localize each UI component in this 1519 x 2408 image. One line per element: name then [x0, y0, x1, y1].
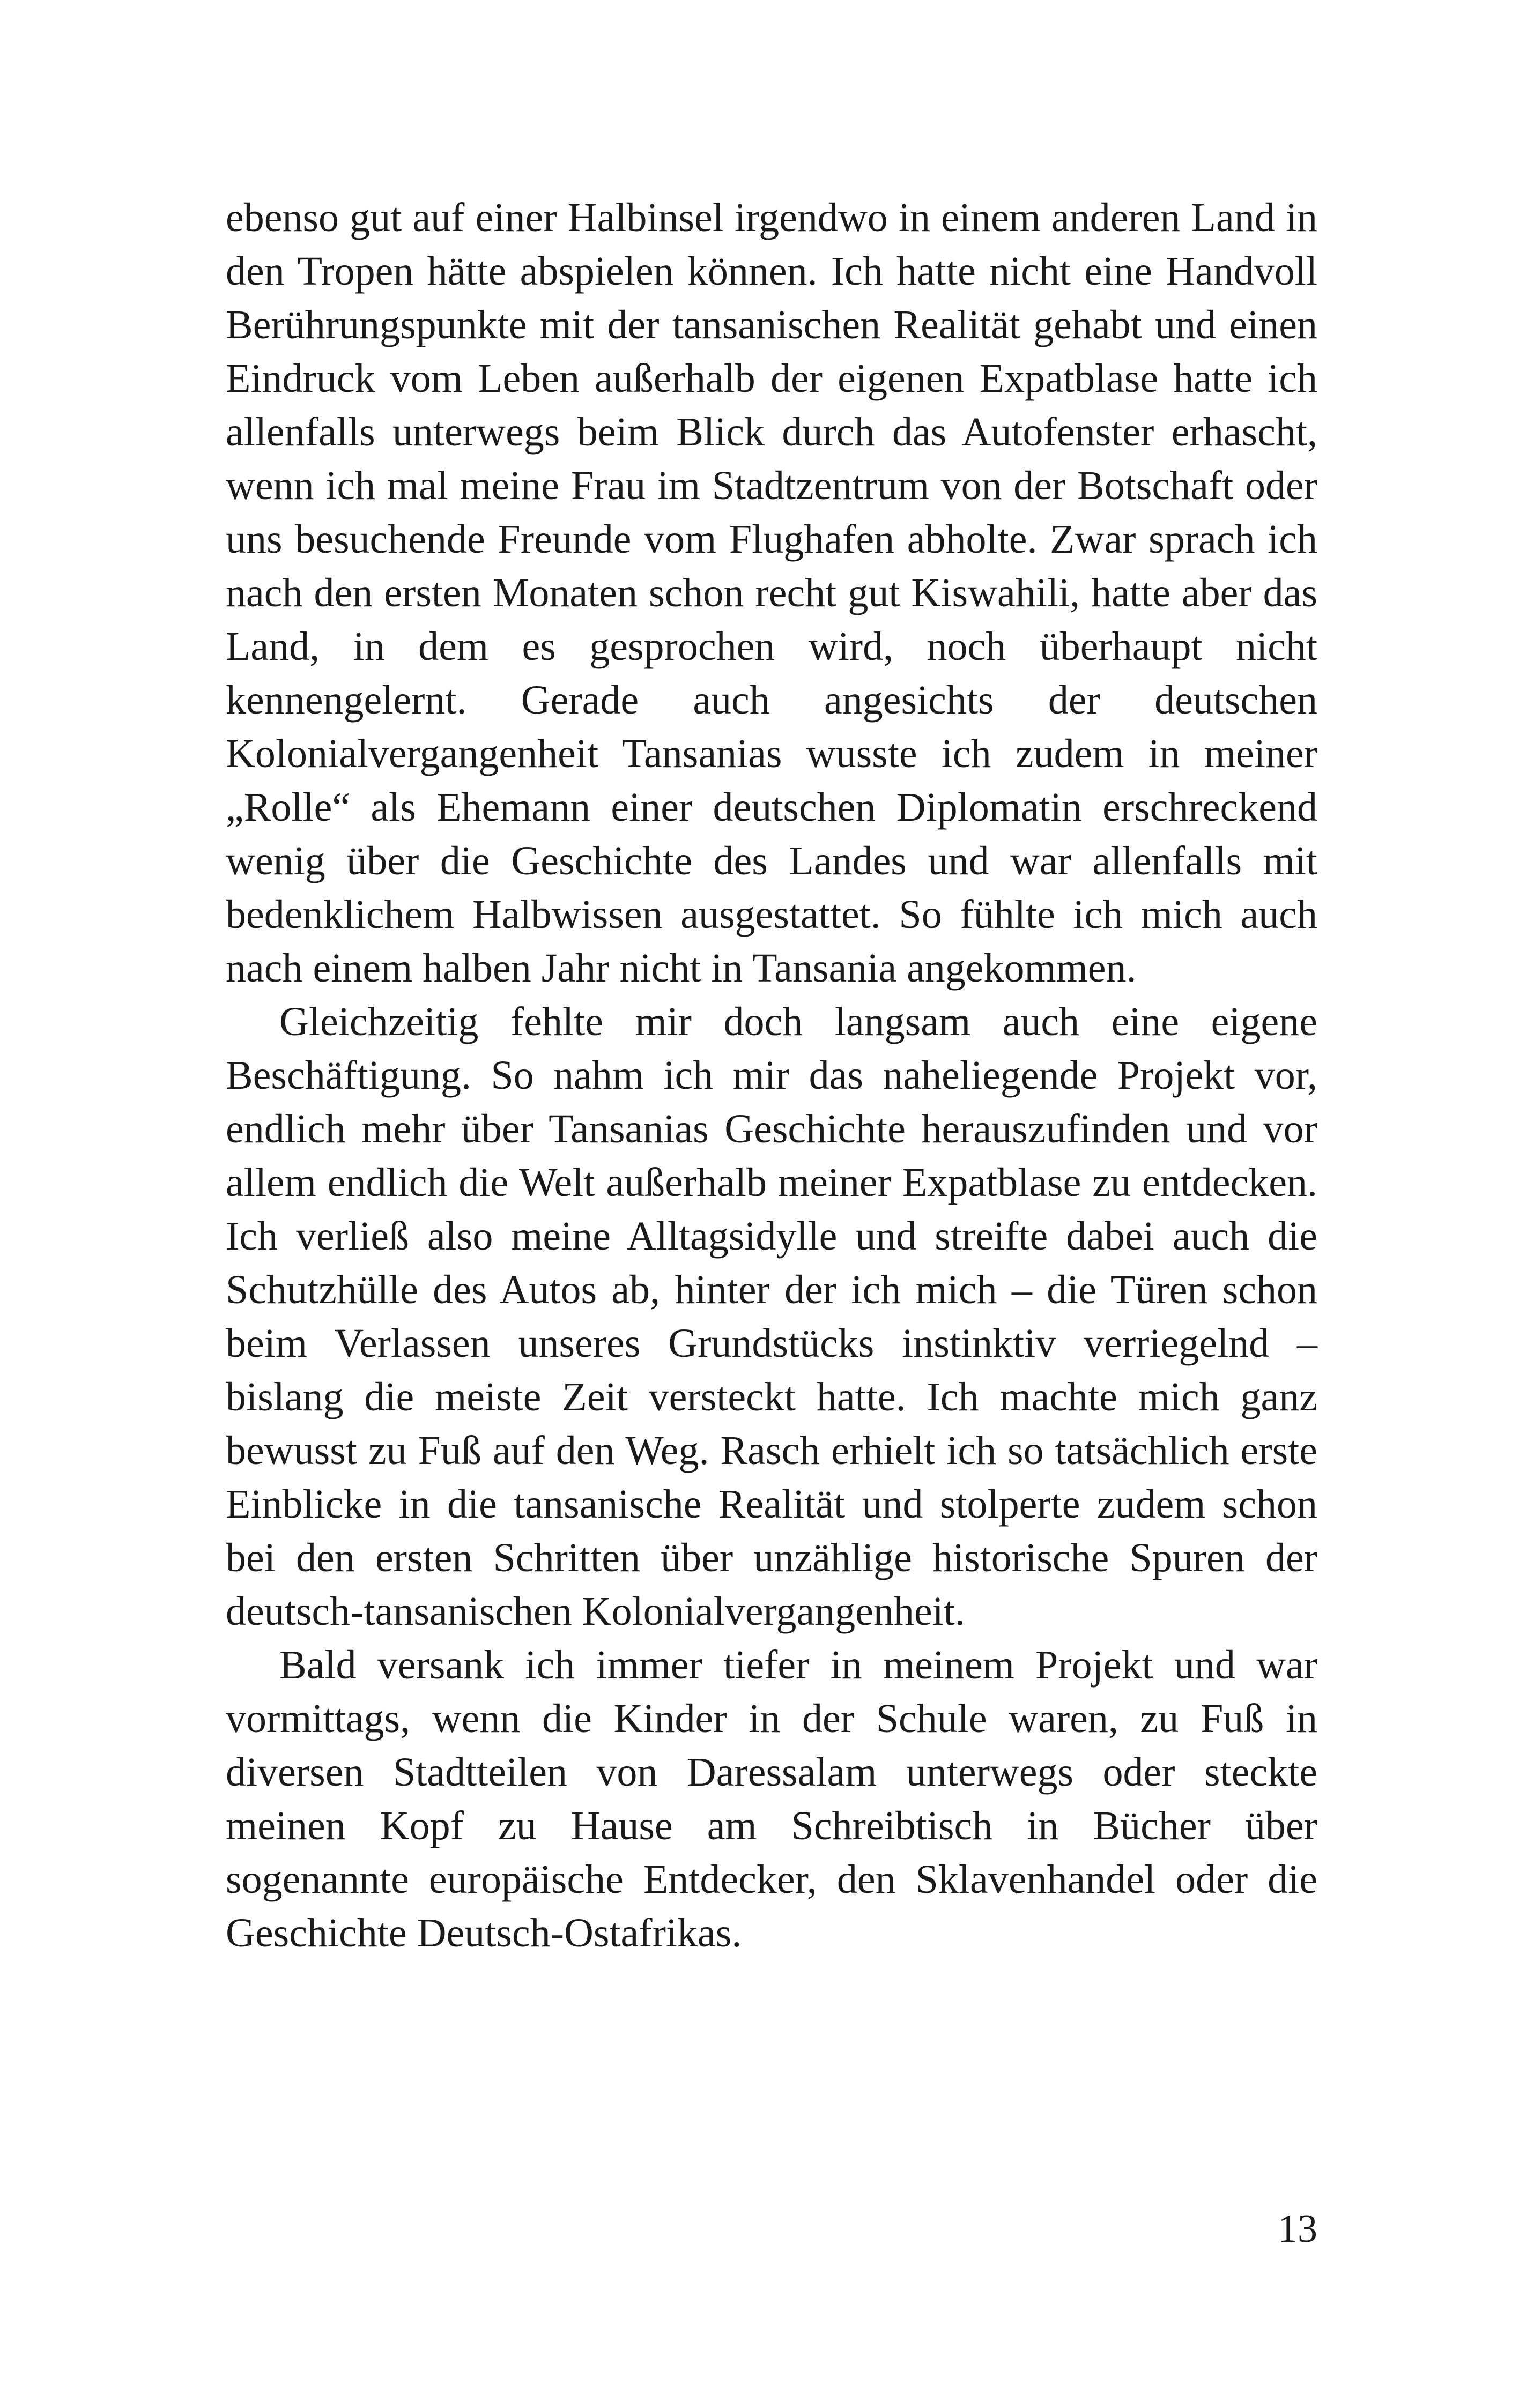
page-number: 13: [1278, 2207, 1317, 2251]
body-text: [226, 191, 1317, 1960]
paragraph: Bald versank ich immer tiefer in meinem Projekt und war vormittags, wenn die Kinder in der Schule waren, zu Fuß in diversen Stadtteilen von Daressalam unterwegs oder steckte meinen Kopf zu Hause am Schreibtisch in Bücher über sogenannte europäische Entdecker, den Sklavenhandel oder die Geschichte Deutsch-Ostafrikas.: [226, 1643, 1317, 1956]
paragraph-continued: ebenso gut auf einer Halbinsel irgendwo in einem anderen Land in den Tropen hätte abspielen können. Ich hatte nicht eine Handvoll Berührungspunkte mit der tansanischen Realität gehabt und einen Eindruck vom Leben außerhalb der eigenen Expatblase hatte ich allenfalls unterwegs beim Blick durch das Autofenster erhascht, wenn ich mal meine Frau im Stadtzentrum von der Botschaft oder uns besuchende Freunde vom Flughafen abholte. Zwar sprach ich nach den ersten Monaten schon recht gut Kiswahili, hatte aber das Land, in dem es gesprochen wird, noch überhaupt nicht kennengelernt. Gerade auch angesichts der deutschen Kolonialvergangenheit Tansanias wusste ich zudem in meiner „Rolle“ als Ehemann einer deutschen Diplomatin erschreckend wenig über die Geschichte des Landes und war allenfalls mit bedenklichem Halbwissen ausgestattet. So fühlte ich mich auch nach einem halben Jahr nicht in Tansania angekommen.: [226, 195, 1317, 991]
paragraph: Gleichzeitig fehlte mir doch langsam auch eine eigene Beschäftigung. So nahm ich mir das naheliegende Projekt vor, endlich mehr über Tansanias Geschichte herauszufinden und vor allem endlich die Welt außerhalb meiner Expatblase zu entdecken. Ich verließ also meine Alltagsidylle und streifte dabei auch die Schutzhülle des Autos ab, hinter der ich mich – die Türen schon beim Verlassen unseres Grundstücks instinktiv verriegelnd – bislang die meiste Zeit versteckt hatte. Ich machte mich ganz bewusst zu Fuß auf den Weg. Rasch erhielt ich so tatsächlich erste Einblicke in die tansanische Realität und stolperte zudem schon bei den ersten Schritten über unzählige historische Spuren der deutsch-tansanischen Kolonialvergangenheit.: [226, 999, 1317, 1634]
